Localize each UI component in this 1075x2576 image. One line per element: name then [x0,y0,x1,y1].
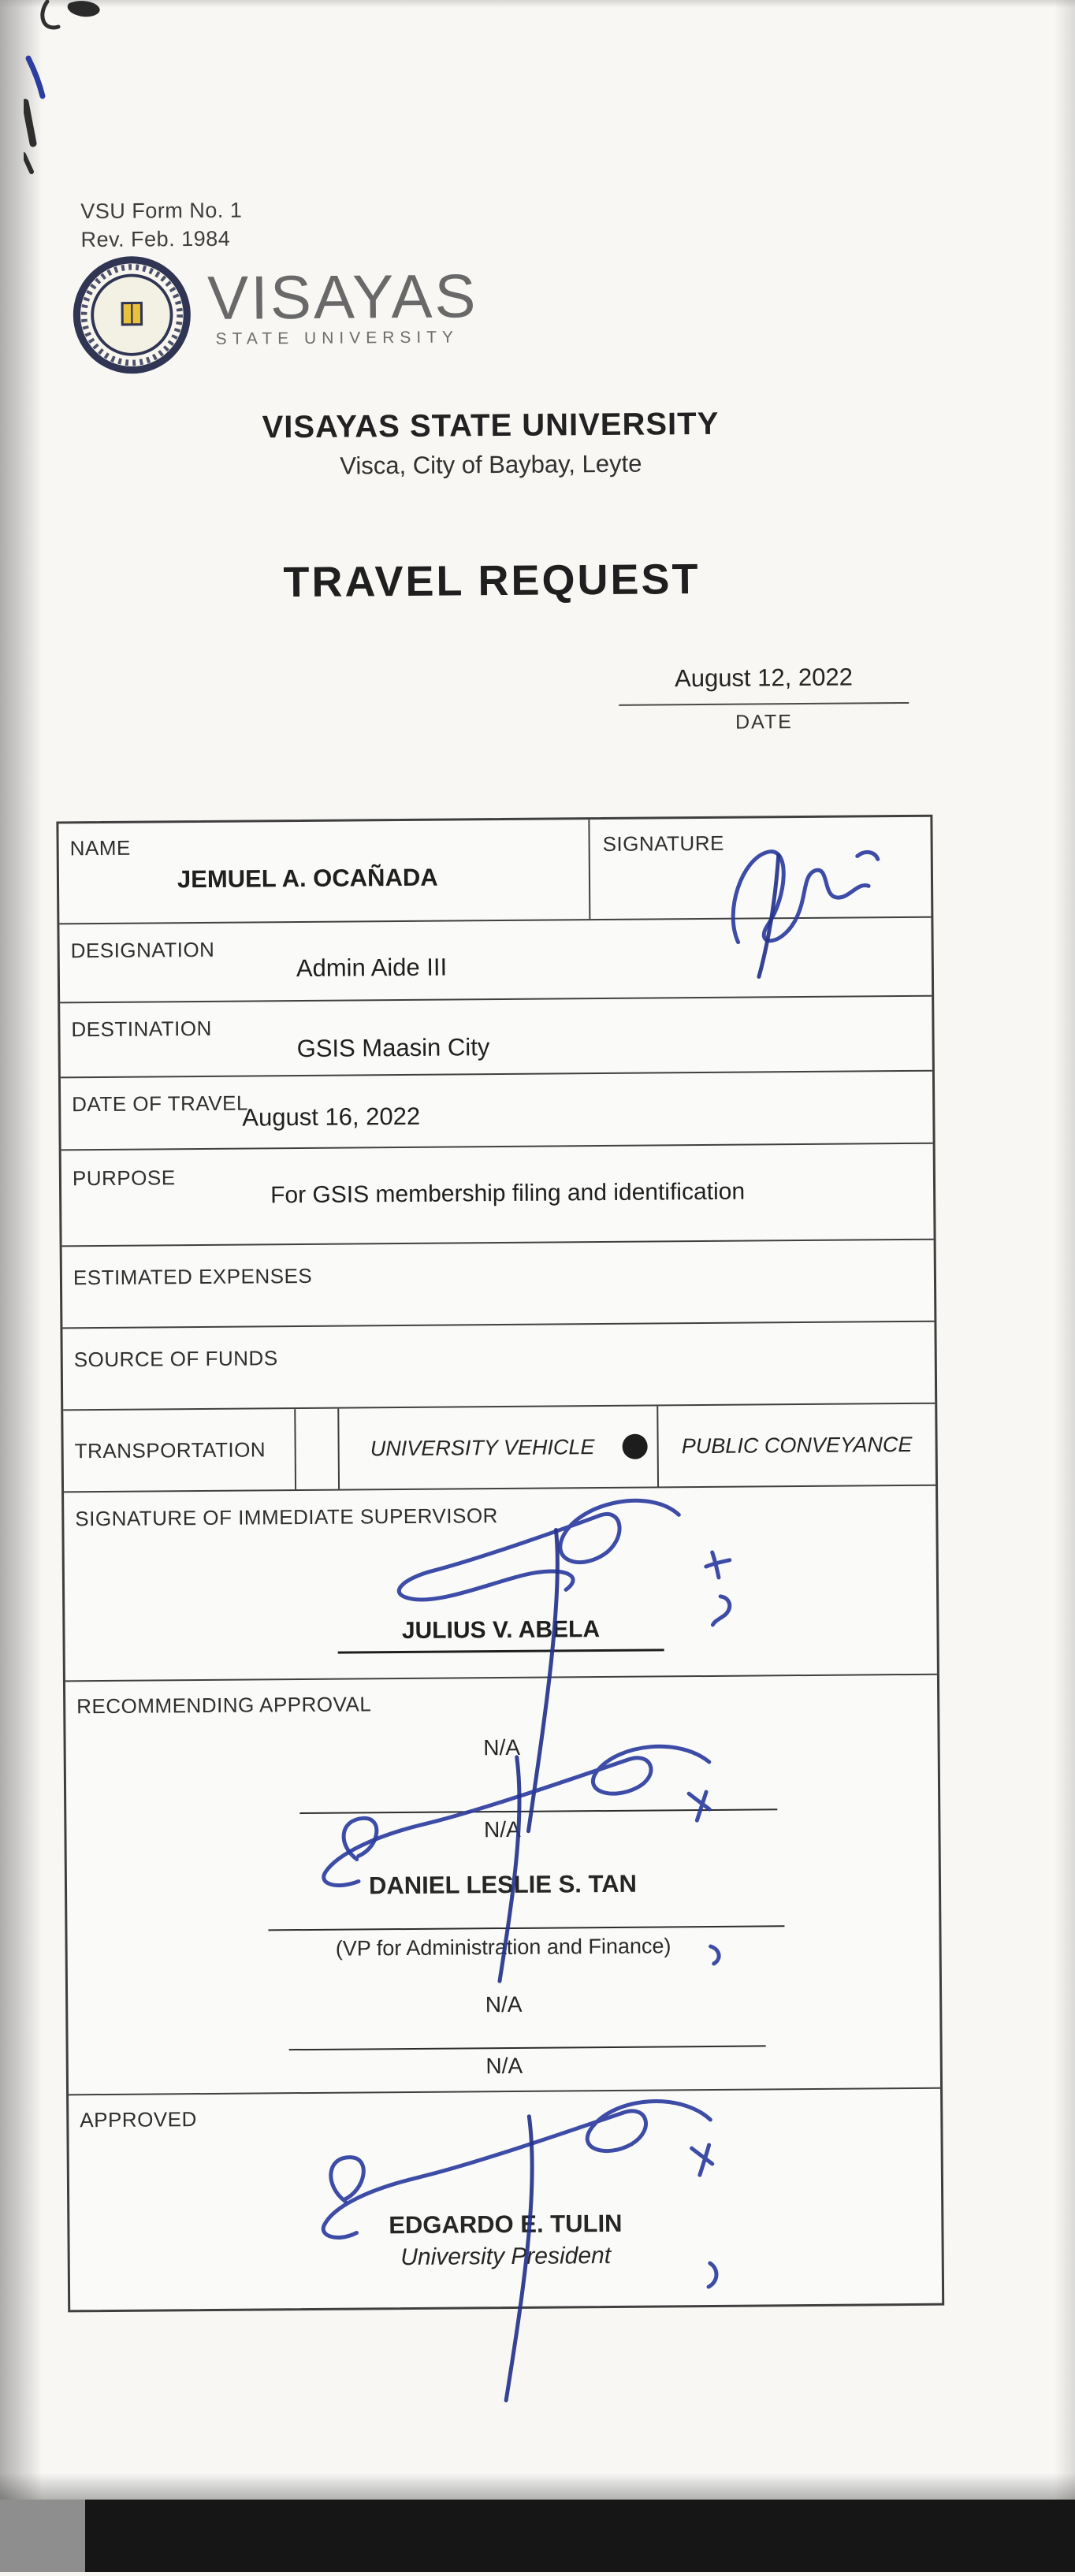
scan-pen-marks [24,0,150,189]
vsu-seal-icon [72,255,192,375]
logo-wordmark: VISAYAS [207,265,478,329]
public-conveyance-option: PUBLIC CONVEYANCE [659,1432,936,1459]
university-name: VISAYAS STATE UNIVERSITY [41,405,939,448]
date-of-travel-label: DATE OF TRAVEL [72,1091,248,1117]
recommending-title: (VP for Administration and Finance) [68,1932,939,1964]
transport-selected-dot [623,1434,648,1459]
transportation-label-cell [63,1409,296,1491]
recommending-na-2: N/A [66,1814,938,1846]
designation-label: DESIGNATION [71,938,215,963]
date-label: DATE [619,710,909,735]
row-name [58,817,931,925]
source-of-funds-label: SOURCE OF FUNDS [74,1346,278,1372]
travel-request-table [56,815,944,2313]
destination-value: GSIS Maasin City [297,1033,490,1063]
form-number-block [80,196,243,255]
date-value: August 12, 2022 [619,663,909,693]
row-destination [60,997,932,1079]
scanner-bed-gray-corner [0,2500,85,2572]
university-address: Visca, City of Baybay, Leyte [42,448,940,483]
form-number: VSU Form No. 1 [80,196,242,226]
row-recommending-approval [65,1675,940,2096]
name-value: JEMUEL A. OCAÑADA [177,864,438,894]
transportation-public-conveyance-cell [658,1404,936,1487]
recommending-na-1: N/A [66,1732,938,1764]
logo-wordmark-subtitle: STATE UNIVERSITY [215,328,478,349]
transportation-empty-cell [296,1409,340,1489]
designation-value: Admin Aide III [296,953,448,983]
logo-wordmark-block [207,252,478,349]
supervisor-name: JULIUS V. ABELA [65,1614,936,1648]
university-vehicle-option: UNIVERSITY VEHICLE [340,1434,657,1461]
recommending-label: RECOMMENDING APPROVAL [76,1692,371,1719]
scan-edge-top-shadow [0,0,1075,8]
recommending-line-2 [268,1925,784,1931]
name-signature-divider [588,820,590,919]
row-purpose [61,1144,934,1247]
approved-title: University President [70,2240,942,2274]
date-underline [619,702,909,706]
recommending-line-3 [289,2045,766,2050]
purpose-value: For GSIS membership filing and identification [270,1179,745,1210]
approved-name: EDGARDO E. TULIN [69,2207,941,2243]
scan-edge-left-shadow [0,0,43,2572]
transportation-label: TRANSPORTATION [64,1437,266,1463]
row-estimated-expenses [62,1240,935,1329]
approved-label: APPROVED [80,2107,197,2132]
form-revision: Rev. Feb. 1984 [80,225,242,255]
row-transportation [63,1404,936,1493]
university-logo [72,252,478,375]
paper-bottom-shadow [0,2473,1075,2500]
date-of-travel-value: August 16, 2022 [242,1102,420,1132]
destination-label: DESTINATION [71,1017,212,1042]
form-title: TRAVEL REQUEST [43,553,941,609]
purpose-label: PURPOSE [73,1165,176,1191]
row-source-of-funds [62,1322,935,1411]
estimated-expenses-label: ESTIMATED EXPENSES [73,1264,312,1290]
recommending-na-4: N/A [69,2050,940,2083]
supervisor-name-underline [338,1649,664,1653]
row-supervisor [64,1486,937,1682]
recommending-name: DANIEL LESLIE S. TAN [67,1868,939,1903]
row-date-of-travel [61,1072,933,1151]
scanner-bed-strip [0,2500,1075,2572]
row-approved [69,2089,942,2310]
recommending-na-3: N/A [68,1989,939,2021]
supervisor-label: SIGNATURE OF IMMEDIATE SUPERVISOR [75,1504,498,1531]
name-label: NAME [70,836,131,861]
date-block [619,663,909,735]
signature-label: SIGNATURE [603,831,725,857]
scan-edge-right-shadow [1055,0,1075,2572]
row-designation [59,918,932,1004]
recommending-line-1 [299,1808,777,1814]
transportation-university-vehicle-cell [339,1406,659,1489]
